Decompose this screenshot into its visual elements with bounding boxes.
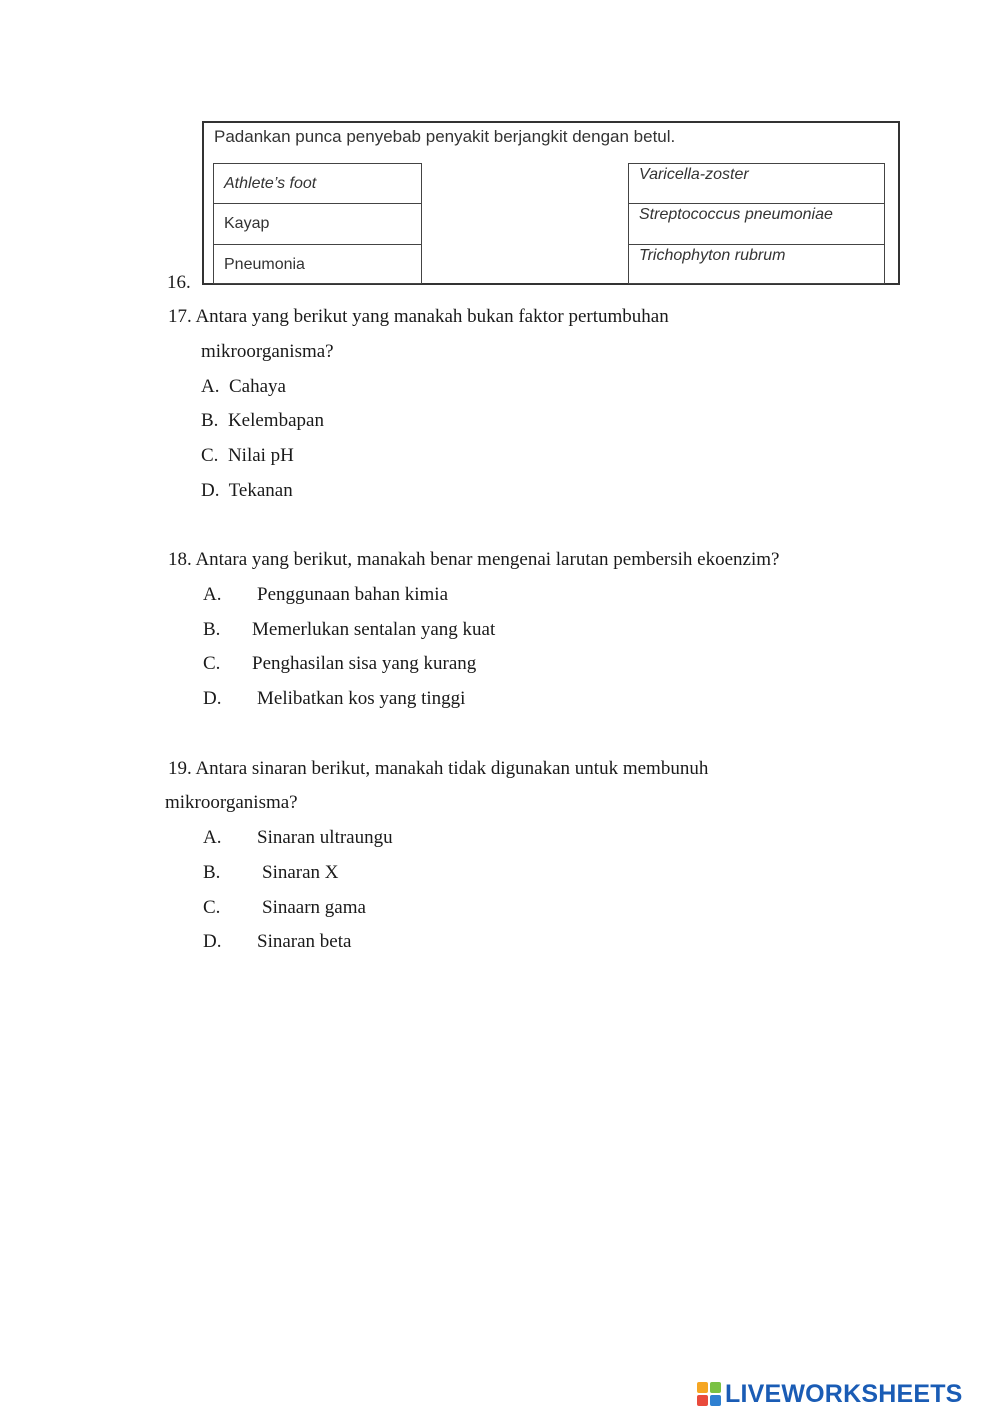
q18-option-d[interactable] <box>203 687 466 711</box>
option-letter: B. <box>203 619 221 640</box>
q18-stem: 18. Antara yang berikut, manakah benar mengenai larutan pembersih ekoenzim? <box>168 549 780 570</box>
q17-option-b[interactable] <box>201 409 324 433</box>
option-text: Sinaran ultraungu <box>257 827 393 848</box>
left-item-label: Pneumonia <box>224 256 305 273</box>
option-letter: B. <box>201 410 219 431</box>
option-letter: A. <box>203 584 222 605</box>
option-text: Kelembapan <box>227 410 324 431</box>
option-text: Tekanan <box>228 480 293 501</box>
option-letter: D. <box>203 931 222 952</box>
right-item[interactable] <box>629 164 884 204</box>
option-letter: A. <box>203 827 222 848</box>
option-letter: A. <box>201 376 220 397</box>
option-letter: C. <box>201 445 219 466</box>
right-item[interactable] <box>629 245 884 285</box>
option-text: Sinaarn gama <box>262 897 366 918</box>
matching-box <box>202 121 900 285</box>
left-item-label: Athlete’s foot <box>224 175 317 192</box>
option-text: Cahaya <box>228 376 286 397</box>
q19-option-c[interactable] <box>203 896 366 920</box>
option-text: Melibatkan kos yang tinggi <box>257 688 466 709</box>
right-item-label: Streptococcus pneumoniae <box>639 206 833 223</box>
option-text: Memerlukan sentalan yang kuat <box>252 619 496 640</box>
logo-icon <box>697 1382 721 1406</box>
q17-option-a[interactable] <box>201 375 286 399</box>
q18-option-c[interactable] <box>203 652 477 676</box>
right-item-label: Varicella-zoster <box>639 166 749 183</box>
q17-stem-line2: mikroorganisma? <box>201 341 334 362</box>
q16-number: 16. <box>167 272 191 293</box>
option-letter: D. <box>201 480 220 501</box>
q17-stem-line1: 17. Antara yang berikut yang manakah bukan faktor pertumbuhan <box>168 306 669 327</box>
left-item-label: Kayap <box>224 215 270 232</box>
q19-option-a[interactable] <box>203 826 393 850</box>
option-text: Penggunaan bahan kimia <box>257 584 449 605</box>
left-item[interactable] <box>214 164 421 204</box>
q19-option-d[interactable] <box>203 930 352 954</box>
matching-instruction: Padankan punca penyebab penyakit berjangkit dengan betul. <box>214 127 676 146</box>
option-letter: B. <box>203 862 221 883</box>
option-text: Nilai pH <box>227 445 294 466</box>
option-letter: D. <box>203 688 222 709</box>
q17-option-d[interactable] <box>201 479 293 503</box>
left-item[interactable] <box>214 245 421 285</box>
q19-stem-line1: 19. Antara sinaran berikut, manakah tidak digunakan untuk membunuh <box>168 758 709 779</box>
q17-option-c[interactable] <box>201 444 294 468</box>
option-text: Sinaran X <box>262 862 339 883</box>
option-text: Sinaran beta <box>257 931 352 952</box>
q18-option-b[interactable] <box>203 618 496 642</box>
left-column <box>213 163 422 284</box>
q19-stem-line2: mikroorganisma? <box>165 792 298 813</box>
left-item[interactable] <box>214 204 421 245</box>
right-item-label: Trichophyton rubrum <box>639 247 786 264</box>
option-letter: C. <box>203 897 221 918</box>
option-letter: C. <box>203 653 221 674</box>
right-item[interactable] <box>629 204 884 245</box>
q18-option-a[interactable] <box>203 583 449 607</box>
option-text: Penghasilan sisa yang kurang <box>252 653 477 674</box>
right-column <box>628 163 885 284</box>
logo-text: LIVEWORKSHEETS <box>725 1380 963 1408</box>
q19-option-b[interactable] <box>203 861 339 885</box>
